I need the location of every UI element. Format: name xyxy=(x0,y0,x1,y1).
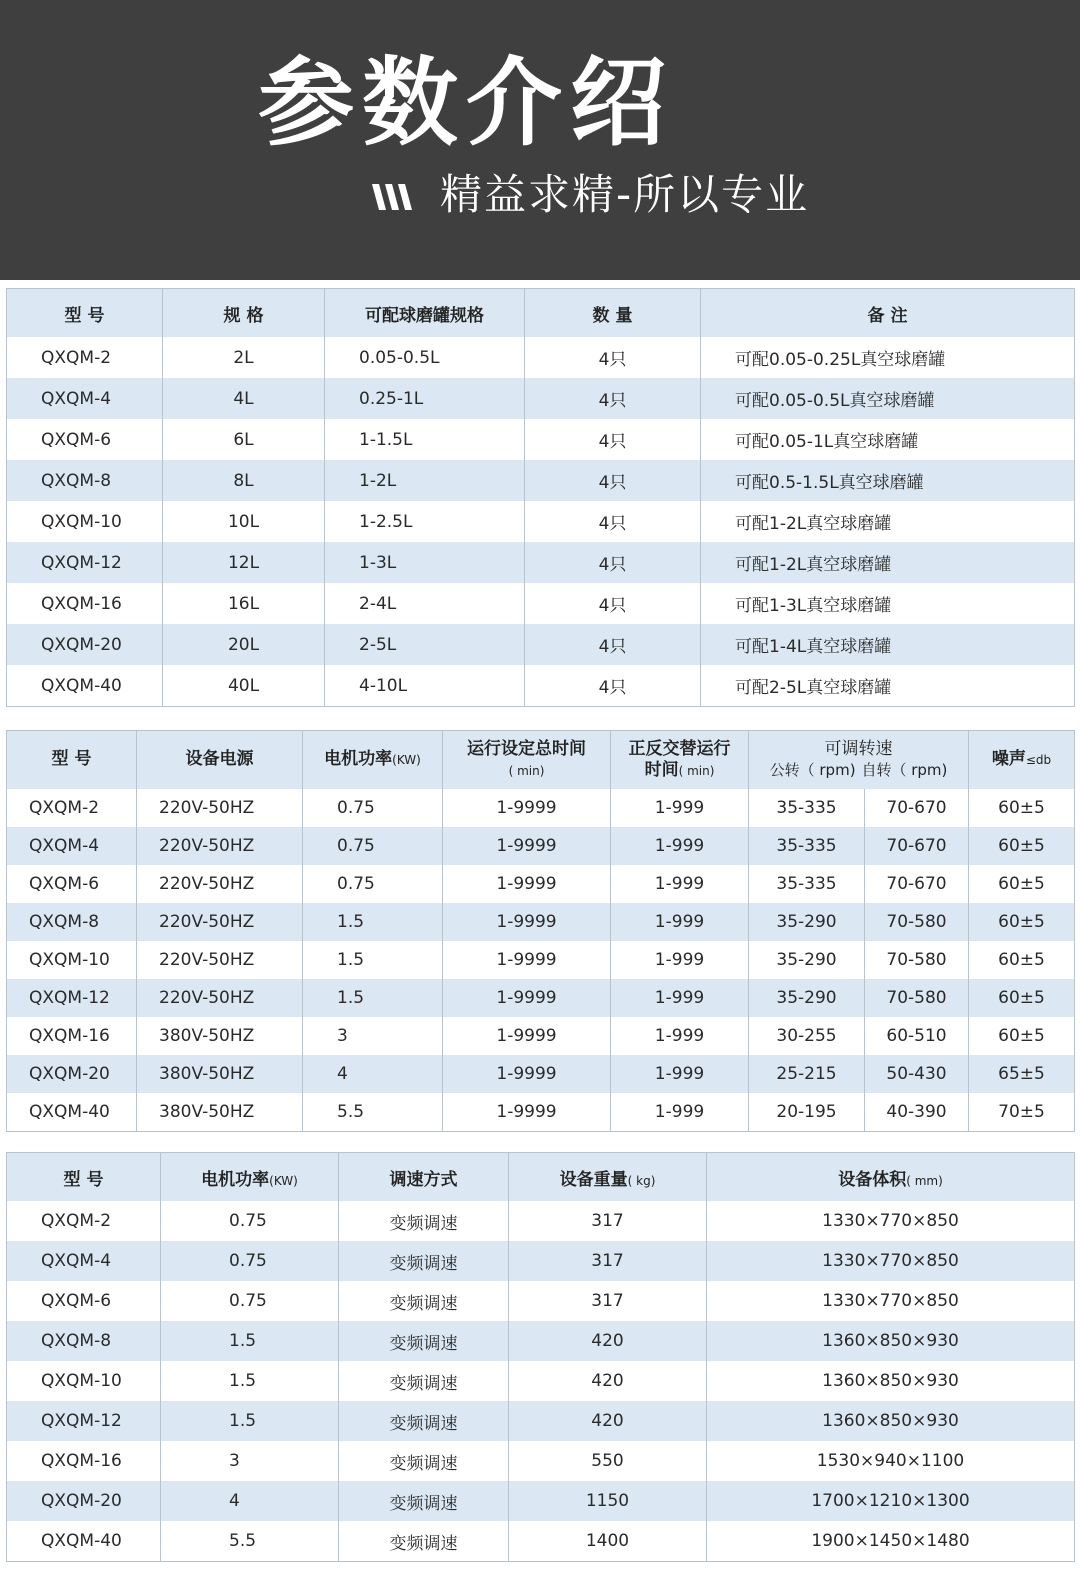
cell-speed-mode: 变频调速 xyxy=(339,1401,509,1441)
cell-revolution: 35-290 xyxy=(749,979,865,1017)
cell-revolution: 35-335 xyxy=(749,865,865,903)
col-header-model: 型 号 xyxy=(7,289,163,338)
col-header-motor-power: 电机功率(KW) xyxy=(161,1153,339,1202)
cell-speed-mode: 变频调速 xyxy=(339,1521,509,1562)
table-row xyxy=(7,903,1075,941)
table-row xyxy=(7,865,1075,903)
cell-alternating-time: 1-999 xyxy=(611,941,749,979)
cell-revolution: 30-255 xyxy=(749,1017,865,1055)
cell-motor-power: 1.5 xyxy=(161,1321,339,1361)
cell-jar-spec: 0.25-1L xyxy=(325,378,525,419)
table-row xyxy=(7,1093,1075,1132)
cell-model: QXQM-8 xyxy=(7,1321,161,1361)
cell-capacity: 2L xyxy=(163,337,325,378)
cell-model: QXQM-20 xyxy=(7,1481,161,1521)
cell-quantity: 4只 xyxy=(525,460,701,501)
cell-model: QXQM-8 xyxy=(7,460,163,501)
col-header-model: 型 号 xyxy=(7,1153,161,1202)
table-row xyxy=(7,501,1075,542)
cell-total-time: 1-9999 xyxy=(443,979,611,1017)
cell-noise: 65±5 xyxy=(969,1055,1075,1093)
cell-volume: 1330×770×850 xyxy=(707,1281,1075,1321)
col-header-speed-mode: 调速方式 xyxy=(339,1153,509,1202)
cell-motor-power: 0.75 xyxy=(303,827,443,865)
cell-motor-power: 3 xyxy=(303,1017,443,1055)
cell-model: QXQM-10 xyxy=(7,501,163,542)
cell-remarks: 可配0.05-0.5L真空球磨罐 xyxy=(701,378,1075,419)
cell-total-time: 1-9999 xyxy=(443,1017,611,1055)
table-row xyxy=(7,665,1075,707)
cell-quantity: 4只 xyxy=(525,419,701,460)
table-row xyxy=(7,542,1075,583)
cell-remarks: 可配1-4L真空球磨罐 xyxy=(701,624,1075,665)
cell-quantity: 4只 xyxy=(525,583,701,624)
cell-rotation: 60-510 xyxy=(865,1017,969,1055)
cell-alternating-time: 1-999 xyxy=(611,1017,749,1055)
cell-capacity: 8L xyxy=(163,460,325,501)
cell-alternating-time: 1-999 xyxy=(611,903,749,941)
cell-model: QXQM-40 xyxy=(7,665,163,707)
cell-speed-mode: 变频调速 xyxy=(339,1241,509,1281)
cell-model: QXQM-40 xyxy=(7,1521,161,1562)
cell-quantity: 4只 xyxy=(525,337,701,378)
table-row xyxy=(7,1441,1075,1481)
cell-motor-power: 1.5 xyxy=(303,903,443,941)
cell-model: QXQM-12 xyxy=(7,979,137,1017)
spec-table-capacity xyxy=(6,288,1075,707)
cell-noise: 60±5 xyxy=(969,1017,1075,1055)
cell-alternating-time: 1-999 xyxy=(611,789,749,827)
cell-model: QXQM-16 xyxy=(7,583,163,624)
cell-motor-power: 1.5 xyxy=(303,941,443,979)
cell-speed-mode: 变频调速 xyxy=(339,1201,509,1241)
cell-jar-spec: 1-2.5L xyxy=(325,501,525,542)
cell-noise: 70±5 xyxy=(969,1093,1075,1132)
cell-noise: 60±5 xyxy=(969,789,1075,827)
cell-model: QXQM-20 xyxy=(7,624,163,665)
cell-volume: 1330×770×850 xyxy=(707,1241,1075,1281)
cell-weight: 1400 xyxy=(509,1521,707,1562)
spec-table-electrical xyxy=(6,730,1075,1132)
cell-noise: 60±5 xyxy=(969,903,1075,941)
cell-noise: 60±5 xyxy=(969,979,1075,1017)
cell-rotation: 50-430 xyxy=(865,1055,969,1093)
cell-motor-power: 0.75 xyxy=(161,1241,339,1281)
cell-total-time: 1-9999 xyxy=(443,1093,611,1132)
cell-rotation: 70-580 xyxy=(865,979,969,1017)
cell-motor-power: 0.75 xyxy=(161,1201,339,1241)
table-row xyxy=(7,1321,1075,1361)
cell-speed-mode: 变频调速 xyxy=(339,1361,509,1401)
cell-motor-power: 0.75 xyxy=(303,865,443,903)
cell-motor-power: 4 xyxy=(161,1481,339,1521)
table-row xyxy=(7,789,1075,827)
cell-noise: 60±5 xyxy=(969,827,1075,865)
cell-motor-power: 3 xyxy=(161,1441,339,1481)
cell-capacity: 4L xyxy=(163,378,325,419)
cell-model: QXQM-2 xyxy=(7,789,137,827)
cell-model: QXQM-4 xyxy=(7,378,163,419)
cell-quantity: 4只 xyxy=(525,665,701,707)
table-row xyxy=(7,624,1075,665)
cell-alternating-time: 1-999 xyxy=(611,1055,749,1093)
cell-motor-power: 1.5 xyxy=(161,1401,339,1441)
table-row xyxy=(7,979,1075,1017)
cell-power-source: 380V-50HZ xyxy=(137,1093,303,1132)
cell-remarks: 可配0.5-1.5L真空球磨罐 xyxy=(701,460,1075,501)
col-header-power-source: 设备电源 xyxy=(137,731,303,790)
page-subtitle: 精益求精-所以专业 xyxy=(440,170,810,219)
table-row xyxy=(7,337,1075,378)
cell-rotation: 70-670 xyxy=(865,865,969,903)
spec-table-physical xyxy=(6,1152,1075,1562)
cell-model: QXQM-2 xyxy=(7,1201,161,1241)
cell-model: QXQM-2 xyxy=(7,337,163,378)
cell-alternating-time: 1-999 xyxy=(611,1093,749,1132)
cell-model: QXQM-16 xyxy=(7,1017,137,1055)
cell-remarks: 可配1-2L真空球磨罐 xyxy=(701,501,1075,542)
cell-weight: 317 xyxy=(509,1201,707,1241)
cell-model: QXQM-4 xyxy=(7,1241,161,1281)
cell-speed-mode: 变频调速 xyxy=(339,1281,509,1321)
cell-revolution: 35-290 xyxy=(749,903,865,941)
cell-capacity: 10L xyxy=(163,501,325,542)
cell-total-time: 1-9999 xyxy=(443,941,611,979)
cell-quantity: 4只 xyxy=(525,501,701,542)
table-row xyxy=(7,1017,1075,1055)
cell-motor-power: 5.5 xyxy=(161,1521,339,1562)
cell-jar-spec: 2-4L xyxy=(325,583,525,624)
cell-remarks: 可配1-3L真空球磨罐 xyxy=(701,583,1075,624)
cell-power-source: 220V-50HZ xyxy=(137,903,303,941)
cell-revolution: 35-290 xyxy=(749,941,865,979)
cell-rotation: 70-580 xyxy=(865,903,969,941)
table-row xyxy=(7,941,1075,979)
cell-volume: 1360×850×930 xyxy=(707,1401,1075,1441)
cell-capacity: 20L xyxy=(163,624,325,665)
triple-slash-icon xyxy=(370,180,414,214)
cell-model: QXQM-6 xyxy=(7,865,137,903)
cell-rotation: 70-670 xyxy=(865,827,969,865)
cell-motor-power: 0.75 xyxy=(303,789,443,827)
cell-jar-spec: 2-5L xyxy=(325,624,525,665)
cell-speed-mode: 变频调速 xyxy=(339,1321,509,1361)
cell-noise: 60±5 xyxy=(969,865,1075,903)
cell-quantity: 4只 xyxy=(525,378,701,419)
cell-remarks: 可配0.05-0.25L真空球磨罐 xyxy=(701,337,1075,378)
cell-revolution: 25-215 xyxy=(749,1055,865,1093)
cell-capacity: 40L xyxy=(163,665,325,707)
cell-jar-spec: 4-10L xyxy=(325,665,525,707)
table-row xyxy=(7,1401,1075,1441)
cell-total-time: 1-9999 xyxy=(443,1055,611,1093)
table-header-row xyxy=(7,731,1075,790)
col-header-total-time: 运行设定总时间 ( min) xyxy=(443,731,611,790)
cell-remarks: 可配2-5L真空球磨罐 xyxy=(701,665,1075,707)
cell-total-time: 1-9999 xyxy=(443,789,611,827)
col-header-remarks: 备 注 xyxy=(701,289,1075,338)
cell-weight: 420 xyxy=(509,1401,707,1441)
cell-remarks: 可配0.05-1L真空球磨罐 xyxy=(701,419,1075,460)
col-header-alternating-time: 正反交替运行 时间( min) xyxy=(611,731,749,790)
table-header-row xyxy=(7,289,1075,338)
cell-power-source: 220V-50HZ xyxy=(137,941,303,979)
table-row xyxy=(7,583,1075,624)
table-row xyxy=(7,378,1075,419)
cell-remarks: 可配1-2L真空球磨罐 xyxy=(701,542,1075,583)
cell-speed-mode: 变频调速 xyxy=(339,1441,509,1481)
cell-weight: 317 xyxy=(509,1241,707,1281)
cell-capacity: 12L xyxy=(163,542,325,583)
cell-model: QXQM-12 xyxy=(7,1401,161,1441)
table-row xyxy=(7,1241,1075,1281)
cell-model: QXQM-4 xyxy=(7,827,137,865)
cell-weight: 420 xyxy=(509,1361,707,1401)
cell-volume: 1360×850×930 xyxy=(707,1321,1075,1361)
cell-power-source: 380V-50HZ xyxy=(137,1055,303,1093)
cell-power-source: 380V-50HZ xyxy=(137,1017,303,1055)
cell-model: QXQM-20 xyxy=(7,1055,137,1093)
cell-rotation: 70-580 xyxy=(865,941,969,979)
cell-total-time: 1-9999 xyxy=(443,903,611,941)
table-row xyxy=(7,460,1075,501)
cell-model: QXQM-8 xyxy=(7,903,137,941)
header-banner xyxy=(0,0,1080,280)
cell-rotation: 70-670 xyxy=(865,789,969,827)
cell-volume: 1360×850×930 xyxy=(707,1361,1075,1401)
cell-revolution: 35-335 xyxy=(749,789,865,827)
col-header-noise: 噪声≤db xyxy=(969,731,1075,790)
cell-revolution: 20-195 xyxy=(749,1093,865,1132)
cell-volume: 1900×1450×1480 xyxy=(707,1521,1075,1562)
cell-weight: 420 xyxy=(509,1321,707,1361)
cell-alternating-time: 1-999 xyxy=(611,979,749,1017)
cell-total-time: 1-9999 xyxy=(443,865,611,903)
cell-power-source: 220V-50HZ xyxy=(137,979,303,1017)
col-header-weight: 设备重量( kg) xyxy=(509,1153,707,1202)
cell-motor-power: 5.5 xyxy=(303,1093,443,1132)
page-title: 参数介绍 xyxy=(258,47,674,159)
cell-volume: 1530×940×1100 xyxy=(707,1441,1075,1481)
cell-jar-spec: 1-1.5L xyxy=(325,419,525,460)
table-row xyxy=(7,1361,1075,1401)
cell-model: QXQM-12 xyxy=(7,542,163,583)
col-header-volume: 设备体积( mm) xyxy=(707,1153,1075,1202)
cell-capacity: 6L xyxy=(163,419,325,460)
col-header-speed: 可调转速 公转（ rpm) 自转（ rpm) xyxy=(749,731,969,790)
cell-model: QXQM-6 xyxy=(7,1281,161,1321)
cell-motor-power: 4 xyxy=(303,1055,443,1093)
cell-weight: 1150 xyxy=(509,1481,707,1521)
col-header-jar-spec: 可配球磨罐规格 xyxy=(325,289,525,338)
col-header-motor-power: 电机功率(KW) xyxy=(303,731,443,790)
table-row xyxy=(7,1055,1075,1093)
table-row xyxy=(7,827,1075,865)
table-row xyxy=(7,1481,1075,1521)
cell-alternating-time: 1-999 xyxy=(611,865,749,903)
cell-jar-spec: 1-3L xyxy=(325,542,525,583)
table-row xyxy=(7,419,1075,460)
cell-speed-mode: 变频调速 xyxy=(339,1481,509,1521)
cell-quantity: 4只 xyxy=(525,624,701,665)
cell-model: QXQM-40 xyxy=(7,1093,137,1132)
cell-power-source: 220V-50HZ xyxy=(137,789,303,827)
col-header-quantity: 数 量 xyxy=(525,289,701,338)
cell-power-source: 220V-50HZ xyxy=(137,827,303,865)
cell-model: QXQM-16 xyxy=(7,1441,161,1481)
table-row xyxy=(7,1521,1075,1562)
table-row xyxy=(7,1281,1075,1321)
cell-capacity: 16L xyxy=(163,583,325,624)
cell-revolution: 35-335 xyxy=(749,827,865,865)
cell-noise: 60±5 xyxy=(969,941,1075,979)
table-row xyxy=(7,1201,1075,1241)
cell-volume: 1330×770×850 xyxy=(707,1201,1075,1241)
cell-quantity: 4只 xyxy=(525,542,701,583)
cell-motor-power: 0.75 xyxy=(161,1281,339,1321)
cell-rotation: 40-390 xyxy=(865,1093,969,1132)
col-header-capacity: 规 格 xyxy=(163,289,325,338)
cell-model: QXQM-10 xyxy=(7,941,137,979)
cell-jar-spec: 1-2L xyxy=(325,460,525,501)
cell-weight: 317 xyxy=(509,1281,707,1321)
cell-power-source: 220V-50HZ xyxy=(137,865,303,903)
cell-alternating-time: 1-999 xyxy=(611,827,749,865)
cell-model: QXQM-10 xyxy=(7,1361,161,1401)
cell-total-time: 1-9999 xyxy=(443,827,611,865)
cell-motor-power: 1.5 xyxy=(161,1361,339,1401)
cell-volume: 1700×1210×1300 xyxy=(707,1481,1075,1521)
cell-jar-spec: 0.05-0.5L xyxy=(325,337,525,378)
cell-model: QXQM-6 xyxy=(7,419,163,460)
cell-motor-power: 1.5 xyxy=(303,979,443,1017)
col-header-model: 型 号 xyxy=(7,731,137,790)
cell-weight: 550 xyxy=(509,1441,707,1481)
table-header-row xyxy=(7,1153,1075,1202)
